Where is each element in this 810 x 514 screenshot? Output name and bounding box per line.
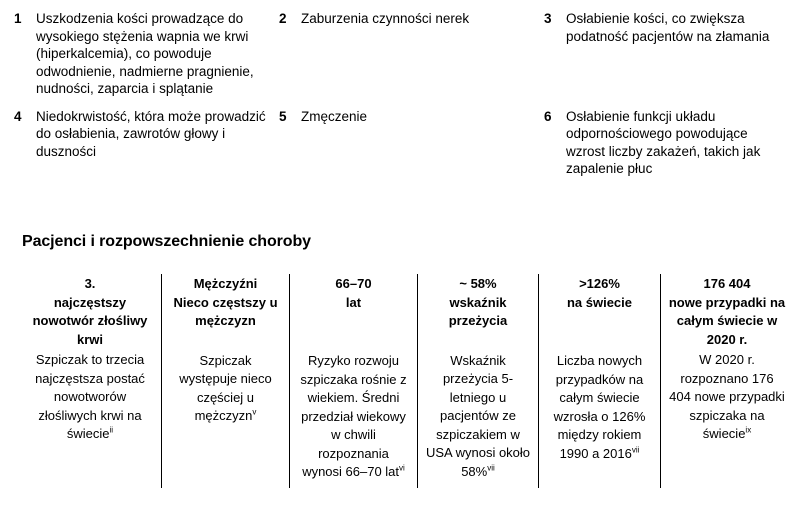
- symptom-item: [279, 10, 544, 98]
- stat-headline-value: ~ 58%: [459, 276, 497, 291]
- symptom-text: Zmęczenie: [301, 108, 368, 124]
- stat-headline: [169, 274, 282, 331]
- stats-column: [19, 274, 162, 488]
- stat-body: [425, 352, 531, 482]
- symptom-text: Osłabienie kości, co zwiększa podatność pacjentów na złamania: [566, 11, 770, 44]
- stat-reference: vi: [399, 463, 405, 473]
- symptom-item: [544, 10, 798, 98]
- symptom-number: 5: [279, 108, 287, 124]
- stat-reference: vii: [631, 445, 640, 455]
- stat-headline-caption: na świecie: [566, 294, 633, 310]
- symptom-number: 2: [279, 11, 287, 26]
- stat-body-text: Wskaźnik przeżycia 5-letniego u pacjentów ze szpiczakiem w USA wynosi około 58%: [425, 352, 531, 479]
- stats-column: [418, 274, 539, 488]
- stats-table: [19, 274, 793, 488]
- stat-body-text: Ryzyko rozwoju szpiczaka rośnie z wiekiem. Średni przedział wiekowy w chwili rozpoznania wynosi 66–70 lat: [300, 353, 407, 479]
- stat-body-text: Szpiczak występuje nieco częściej u mężczyzn: [179, 352, 272, 423]
- symptom-item: [279, 108, 544, 178]
- stat-headline-caption: nowe przypadki na całym świecie w 2020 r.: [668, 294, 786, 347]
- stats-column: [290, 274, 418, 488]
- stat-body-text: Liczba nowych przypadków na całym świecie wzrosła o 126% między rokiem 1990 a 2016: [553, 353, 646, 461]
- stat-headline: [26, 274, 154, 349]
- stat-headline-caption: wskaźnik przeżycia: [448, 294, 508, 328]
- stats-column: [162, 274, 290, 488]
- section-heading: Pacjenci i rozpowszechnienie choroby: [22, 233, 311, 250]
- stat-headline-value: >126%: [579, 276, 620, 291]
- stat-reference: ii: [109, 425, 114, 435]
- stat-body-text: W 2020 r. rozpoznano 176 404 nowe przypadki szpiczaka na świecie: [669, 352, 785, 441]
- stat-body: [546, 352, 653, 463]
- stat-reference: vii: [487, 463, 495, 473]
- symptom-text: Niedokrwistość, która może prowadzić do osłabienia, zawrotów głowy i duszności: [36, 108, 266, 159]
- stat-body: [26, 351, 154, 444]
- symptom-number: 1: [14, 11, 22, 26]
- symptom-number: 4: [14, 108, 22, 124]
- stat-reference: v: [252, 407, 257, 417]
- stat-headline: [425, 274, 531, 331]
- stat-body: [169, 352, 282, 426]
- symptom-item: [544, 108, 798, 178]
- stats-column: [661, 274, 793, 488]
- symptom-item: [14, 10, 279, 98]
- symptom-item: [14, 108, 279, 178]
- stat-headline: [546, 274, 653, 312]
- stat-body-text: Szpiczak to trzecia najczęstsza postać nowotworów złośliwych krwi na świecie: [35, 352, 145, 441]
- stats-column: [539, 274, 661, 488]
- stat-body: [668, 351, 786, 444]
- stat-headline-value: 3.: [84, 276, 96, 291]
- symptom-number: 3: [544, 11, 552, 26]
- stat-headline-value: 66–70: [335, 276, 372, 291]
- stat-headline-value: Mężczyźni: [193, 276, 258, 291]
- symptom-text: Zaburzenia czynności nerek: [301, 11, 470, 26]
- stat-reference: ix: [745, 425, 752, 435]
- stat-headline-value: 176 404: [703, 276, 751, 291]
- stat-headline-caption: lat: [345, 294, 362, 310]
- symptom-grid: [14, 10, 798, 178]
- stat-body: [297, 352, 410, 482]
- stat-headline-caption: najczęstszy nowotwór złośliwy krwi: [32, 294, 148, 347]
- symptom-text: Uszkodzenia kości prowadzące do wysokiego stężenia wapnia we krwi (hiperkalcemia), co powoduje odwodnienie, nadmierne pragnienie, nudności, zaparcia i splątanie: [36, 11, 254, 96]
- stat-headline: [297, 274, 410, 312]
- stat-headline: [668, 274, 786, 349]
- stat-headline-caption: Nieco częstszy u mężczyzn: [173, 294, 278, 328]
- symptom-number: 6: [544, 108, 552, 124]
- symptom-text: Osłabienie funkcji układu odpornościowego powodujące wzrost liczby zakażeń, takich jak zapalenie płuc: [566, 108, 761, 176]
